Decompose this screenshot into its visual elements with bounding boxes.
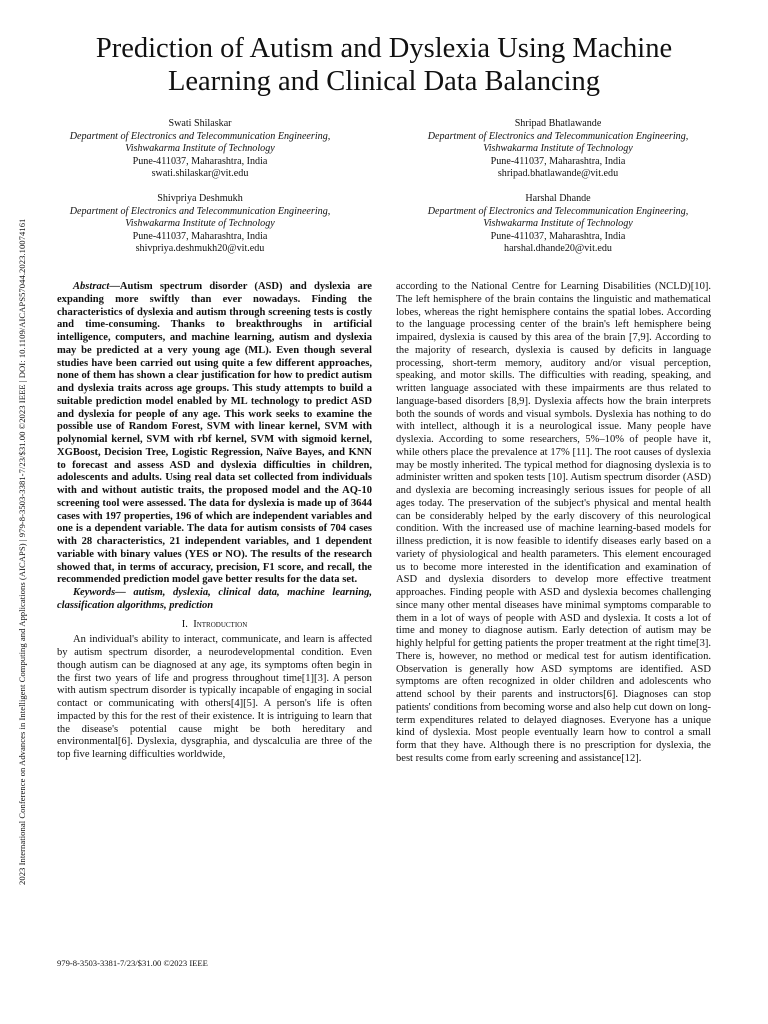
author-name: Shivpriya Deshmukh: [157, 193, 243, 204]
abstract: [57, 281, 372, 587]
author-city: Pune-411037, Maharashtra, India: [132, 230, 268, 242]
intro-paragraph-right: according to the National Centre for Learning Disabilities (NCLD)[10]. The left hemisphere of the brain contains the linguistic and mathematical lobes, whereas the right hemisphere contains the spatial lobes. According to the language processing center of the brain's left hemisphere being impaired, dyslexia is caused by this area of the brain [7,9]. According to the majority of research, dyslexia is caused by deficits in language processing, short-term memory, auditory and/or visual perception, speaking, and motor skills. The difficulties with reading, speaking, and written language associated with these impairments are thus related to language-based disorders [8,9]. Dyslexia affects how the brain interprets both the sounds of words and visual symbols. Dyslexia has nothing to do with intellect, although it is a neurological issue. Many people have dyslexia. According to some researchers, 5%–10% of people have it, while others place the prevalence at 17% [11]. The root causes of dyslexia may be mostly inherited. The typical method for diagnosing dyslexia is to administer written and spoken tests [10]. Autism spectrum disorder (ASD) and dyslexia are becoming increasingly serious issues for people of all ages today. The preservation of the subject's physical and mental health can be considerably helped by the early discovery of this neurological condition. With the increased use of machine learning-based models for illness prediction, it is now feasible to identify diseases early based on a variety of physiological and health parameters. This element encouraged us to become more interested in the identification and examination of ASD and dyslexia disorders to develop more effective treatment approaches. Finding people with ASD and dyslexia becomes challenging since many other mental diseases have minimal symptoms comparable to them in a lot of ways of people with ASD and dyslexia. It costs a lot of time and money to diagnose autism. Early detection of autism may be highly helpful for getting patients the proper treatment at the right time[3]. There is, however, no method or medical test for autism identification. Observation is generally how ASD symptoms are identified. ASD symptoms are often recognized in older children and adolescents who attend school by their parents and instructors[6]. Diagnoses can stop patients' conditions from becoming worse and also help cut down on long-term expenditures related to delayed diagnoses. Everyone has a unique kind of dyslexia. Most people eventually learn how to control a small form that they have. Although there is no prescription for dyslexia, the best results come from early screening and assistance[12].: [396, 281, 711, 764]
side-citation-strip: [17, 145, 27, 885]
abstract-dash: —: [109, 281, 120, 292]
footer-copyright: 979-8-3503-3381-7/23/$31.00 ©2023 IEEE: [57, 958, 208, 968]
author-block-1: [50, 118, 350, 181]
right-column: [396, 281, 711, 766]
intro-paragraph-left: An individual's ability to interact, communicate, and learn is affected by autism spectrum disorder, a neurodevelopmental condition. Even though autism can be diagnosed at any age, its symptoms often begin in the first two years of life and progress throughout time[1][3]. A person with autism spectrum disorder is typically incapable of engaging in social contact or communicating with others[4][5]. A person's life is often impacted by this for the rest of their existence. It is intriguing to learn that the disease's potential cause might be both hereditary and environmental[6]. Dyslexia, dysgraphia, and dyscalculia are three of the top five learning difficulties worldwide,: [57, 634, 372, 760]
author-block-3: [50, 193, 350, 256]
author-institute: Vishwakarma Institute of Technology: [483, 218, 633, 230]
author-block-2: [408, 118, 708, 181]
author-block-4: [408, 193, 708, 256]
author-institute: Vishwakarma Institute of Technology: [483, 143, 633, 155]
author-email: swati.shilaskar@vit.edu: [151, 168, 249, 180]
author-email: shripad.bhatlawande@vit.edu: [497, 168, 619, 180]
keywords-text: — autism, dyslexia, clinical data, machine learning, classification algorithms, prediction: [57, 587, 372, 611]
author-city: Pune-411037, Maharashtra, India: [132, 155, 268, 167]
abstract-label: Abstract: [73, 281, 110, 292]
author-department: Department of Electronics and Telecommunication Engineering,: [69, 205, 331, 217]
author-name: Shripad Bhatlawande: [514, 118, 602, 129]
paper-title: Prediction of Autism and Dyslexia Using Machine Learning and Clinical Data Balancing: [95, 33, 673, 97]
author-email: harshal.dhande20@vit.edu: [504, 243, 612, 255]
author-institute: Vishwakarma Institute of Technology: [125, 218, 275, 230]
author-department: Department of Electronics and Telecommunication Engineering,: [427, 130, 689, 142]
section-title: Introduction: [193, 618, 248, 630]
side-citation-text: 2023 International Conference on Advances in Intelligent Computing and Applications (AICAPS) | 979-8-3503-3381-7/23/$31.00 ©2023 IEEE | DOI: 10.1109/AICAPS57044.2023.10074161: [17, 218, 27, 885]
keywords: [57, 587, 372, 613]
author-department: Department of Electronics and Telecommunication Engineering,: [427, 205, 689, 217]
author-department: Department of Electronics and Telecommunication Engineering,: [69, 130, 331, 142]
author-city: Pune-411037, Maharashtra, India: [490, 155, 626, 167]
author-email: shivpriya.deshmukh20@vit.edu: [135, 243, 265, 255]
keywords-label: Keywords: [73, 587, 116, 598]
section-heading-introduction: [57, 619, 372, 632]
left-column: [57, 281, 372, 762]
author-name: Harshal Dhande: [525, 193, 591, 204]
author-city: Pune-411037, Maharashtra, India: [490, 230, 626, 242]
abstract-text: Autism spectrum disorder (ASD) and dyslexia are expanding more swiftly than ever nowadays. Finding the characteristics of dyslexia and autism through screening tests is costly and time-consuming. Thanks to breakthroughs in artificial intelligence, computers, and machine learning, autism and dyslexia may be predicted at a very young age (ML). Even though several studies have been carried out using quite a few different approaches, none of them has shown a clear justification for how to predict autism and dyslexia traits across age groups. This study attempts to build a suitable prediction model enabled by ML technology to predict ASD and dyslexia for people of any age. This work seeks to examine the possible use of Random Forest, SVM with linear kernel, SVM with polynomial kernel, SVM with rbf kernel, SVM with sigmoid kernel, XGBoost, Decision Tree, Logistic Regression, Naïve Bayes, and KNN to forecast and assess ASD and dyslexia difficulties in children, adolescents and adults. Using real data set collected from individuals with and without autistic traits, the proposed model and the AQ-10 screening tool were assessed. The data for dyslexia is made up of 3644 cases with 197 properties, 196 of which are independent variables and one is a dependent variable. The data for autism consists of 704 cases with 28 characteristics, 21 independent variables, and 1 dependent variable with binary values (YES or NO). The results of the research showed that, in terms of accuracy, precision, F1 score, and recall, the recommended prediction model gave better results for the data set.: [57, 281, 372, 586]
author-institute: Vishwakarma Institute of Technology: [125, 143, 275, 155]
section-number: I.: [181, 618, 188, 630]
author-name: Swati Shilaskar: [168, 118, 232, 129]
